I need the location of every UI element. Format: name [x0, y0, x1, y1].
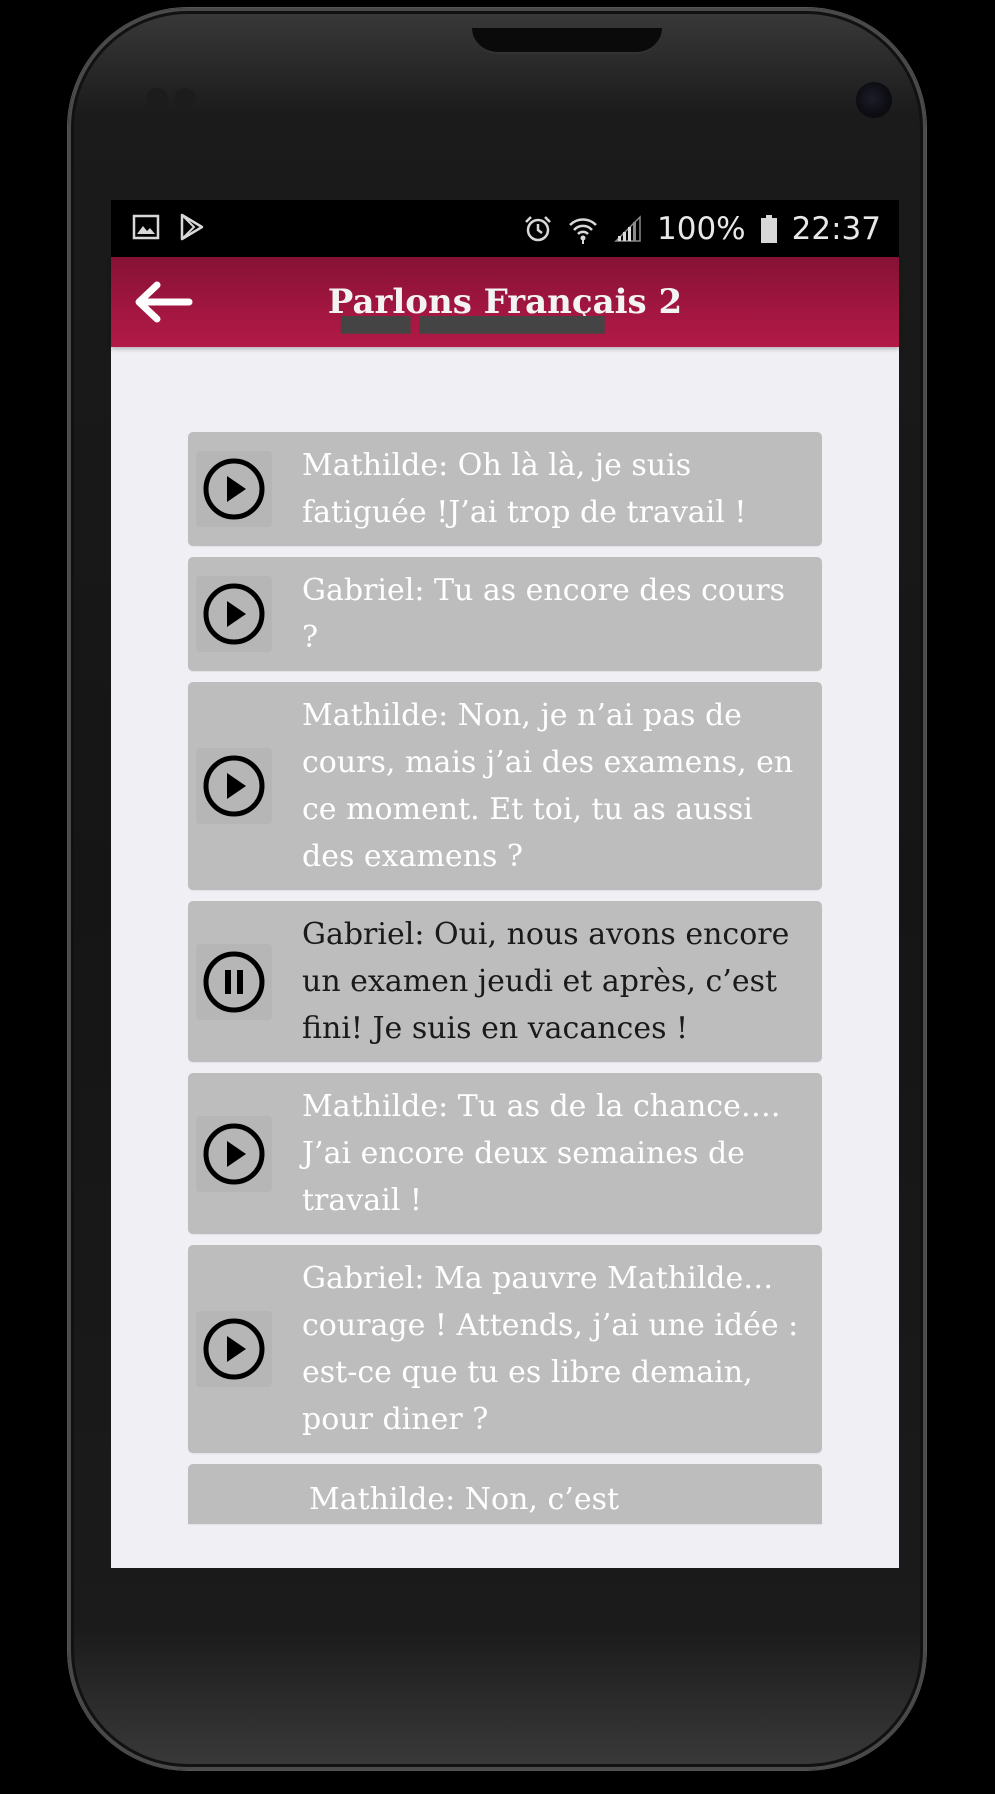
dialogue-line[interactable] [188, 557, 822, 671]
dialogue-line[interactable] [188, 1464, 822, 1524]
play-button[interactable] [196, 1311, 272, 1387]
battery-percentage: 100% [657, 210, 746, 247]
dialogue-line[interactable] [188, 682, 822, 890]
play-button[interactable] [196, 748, 272, 824]
dialogue-list [188, 432, 822, 1535]
dialogue-text: Mathilde: Oh là là, je suis fatiguée !J’ai trop de travail ! [302, 448, 747, 530]
light-sensor [174, 88, 196, 110]
play-store-icon [177, 212, 207, 242]
front-camera [856, 82, 892, 118]
play-icon [201, 581, 267, 647]
pause-button[interactable] [196, 944, 272, 1020]
play-icon [201, 1121, 267, 1187]
play-button[interactable] [196, 451, 272, 527]
app-screen [111, 200, 899, 1568]
clock: 22:37 [791, 210, 881, 247]
alarm-icon [523, 214, 553, 244]
dialogue-line[interactable] [188, 432, 822, 546]
dialogue-line[interactable] [188, 1073, 822, 1234]
play-button[interactable] [196, 1116, 272, 1192]
proximity-sensor [146, 88, 168, 110]
wifi-icon [567, 213, 599, 245]
dialogue-line-playing[interactable] [188, 901, 822, 1062]
dialogue-text: Mathilde: Non, c’est [309, 1482, 620, 1517]
dialogue-text: Gabriel: Oui, nous avons encore un examen jeudi et après, c’est fini! Je suis en vacances ! [302, 917, 790, 1046]
play-icon [201, 456, 267, 522]
play-icon [201, 1316, 267, 1382]
play-button[interactable] [196, 576, 272, 652]
play-icon [201, 753, 267, 819]
dialogue-text: Mathilde: Non, je n’ai pas de cours, mais j’ai des examens, en ce moment. Et toi, tu as aussi des examens ? [302, 698, 794, 874]
battery-icon [760, 214, 778, 244]
status-bar [111, 200, 899, 257]
scrolled-offscreen-heading: ▀▀▀ ▀▀▀▀▀▀▀▀ [341, 317, 605, 352]
pause-icon [201, 949, 267, 1015]
signal-icon [613, 214, 643, 244]
dialogue-line[interactable] [188, 1245, 822, 1453]
earpiece-speaker [472, 28, 662, 54]
image-icon [131, 212, 161, 242]
dialogue-text: Mathilde: Tu as de la chance…. J’ai encore deux semaines de travail ! [302, 1089, 781, 1218]
dialogue-text: Gabriel: Ma pauvre Mathilde… courage ! Attends, j’ai une idée : est-ce que tu es libre demain, pour diner ? [302, 1261, 799, 1437]
dialogue-text: Gabriel: Tu as encore des cours ? [302, 573, 786, 655]
page-title: Parlons Français 2 [327, 282, 683, 322]
